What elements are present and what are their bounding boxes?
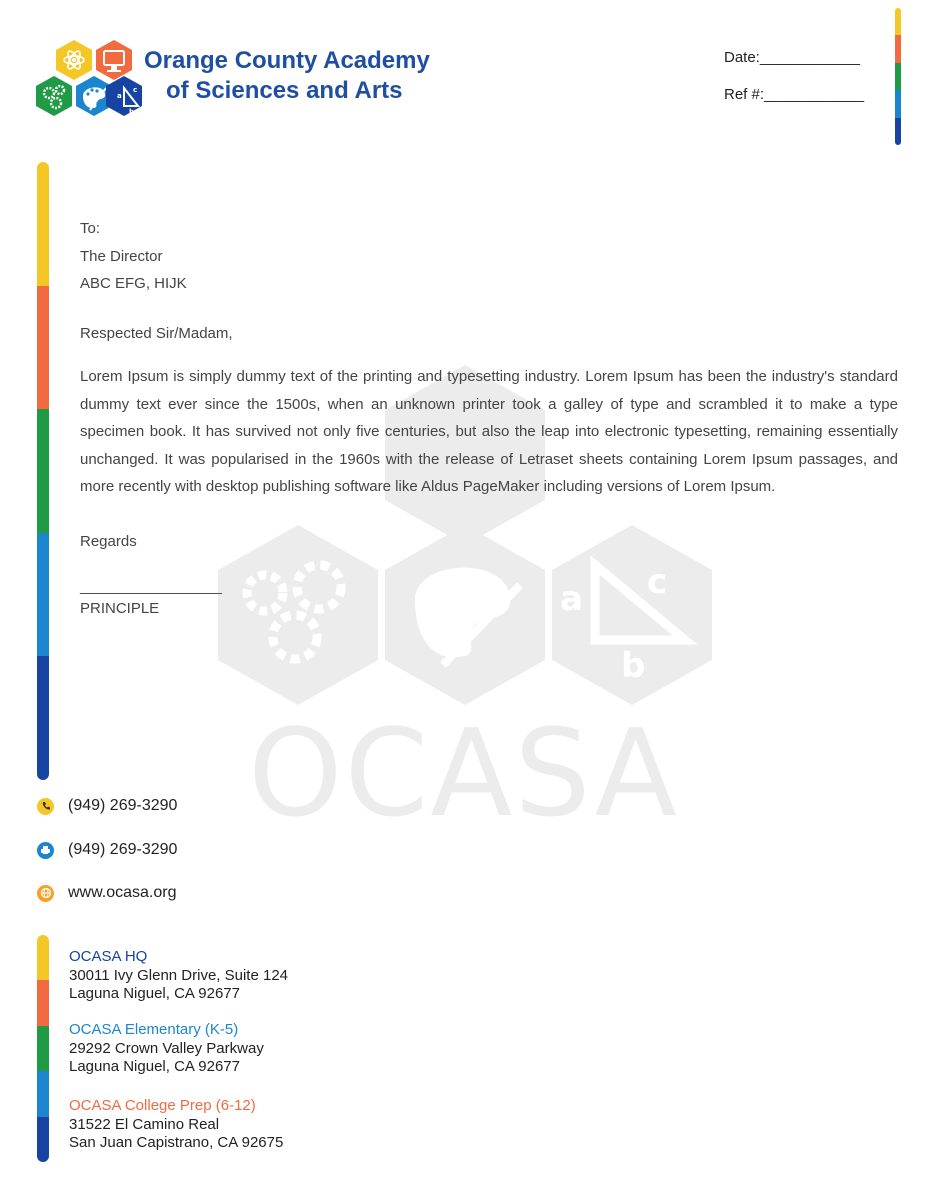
svg-text:a: a bbox=[560, 579, 583, 619]
left-color-bar bbox=[37, 162, 49, 780]
recipient-name: The Director bbox=[80, 247, 163, 265]
svg-text:b: b bbox=[621, 646, 646, 686]
closing: Regards bbox=[80, 532, 137, 550]
signature-line: _________________ bbox=[80, 578, 222, 595]
address-line2: San Juan Capistrano, CA 92675 bbox=[69, 1134, 284, 1151]
fax-icon bbox=[37, 842, 54, 859]
watermark-text: OCASA bbox=[248, 705, 679, 844]
signature-title: PRINCIPLE bbox=[80, 600, 160, 617]
svg-text:b: b bbox=[129, 108, 135, 116]
triangle-abc-icon bbox=[106, 76, 142, 116]
address-line1: 30011 Ivy Glenn Drive, Suite 124 bbox=[69, 966, 289, 984]
address-line1: 31522 El Camino Real bbox=[69, 1115, 220, 1133]
top-color-bar bbox=[895, 8, 901, 145]
phone-number[interactable]: (949) 269-3290 bbox=[68, 797, 178, 814]
address-color-bar bbox=[37, 935, 49, 1162]
phone-icon bbox=[37, 798, 54, 815]
address-title: OCASA Elementary (K-5) bbox=[69, 1021, 239, 1038]
address-line1: 29292 Crown Valley Parkway bbox=[69, 1039, 264, 1057]
monitor-icon bbox=[96, 40, 132, 80]
address-hq bbox=[69, 948, 288, 1004]
school-name bbox=[144, 46, 430, 106]
address-title: OCASA HQ bbox=[69, 948, 148, 965]
letter-body bbox=[80, 215, 898, 621]
date-field: Date:____________ bbox=[724, 49, 860, 66]
svg-text:a: a bbox=[117, 92, 122, 100]
salutation: Respected Sir/Madam, bbox=[80, 324, 233, 342]
body-paragraph: Lorem Ipsum is simply dummy text of the printing and typesetting industry. Lorem Ipsum has been the industry's standard dummy text ever since the 1500s, when an unknown printer took a galley of type and scrambled it to make a type specimen book. It has survived not only five centuries, but also the leap into electronic typesetting, remaining essentially unchanged. It was popularised in the 1960s with the release of Letraset sheets containing Lorem Ipsum passages, and more recently with desktop publishing software like Aldus PageMaker including versions of Lorem Ipsum. bbox=[80, 368, 898, 495]
website-link[interactable]: www.ocasa.org bbox=[68, 884, 177, 901]
contact-fax bbox=[37, 841, 177, 859]
address-title: OCASA College Prep (6-12) bbox=[69, 1097, 256, 1114]
recipient-org: ABC EFG, HIJK bbox=[80, 275, 187, 292]
address-line2: Laguna Niguel, CA 92677 bbox=[69, 985, 240, 1002]
fax-number[interactable]: (949) 269-3290 bbox=[68, 841, 178, 858]
ref-field: Ref #:____________ bbox=[724, 86, 865, 103]
school-name-line2: of Sciences and Arts bbox=[166, 77, 403, 104]
school-name-line1: Orange County Academy bbox=[144, 47, 430, 74]
globe-icon bbox=[37, 885, 54, 902]
svg-text:c: c bbox=[647, 562, 668, 602]
atom-icon bbox=[56, 40, 92, 80]
to-label: To: bbox=[80, 220, 101, 237]
address-line2: Laguna Niguel, CA 92677 bbox=[69, 1058, 240, 1075]
contact-website bbox=[37, 884, 177, 902]
address-elementary bbox=[69, 1021, 264, 1077]
school-logo bbox=[34, 38, 144, 120]
svg-text:c: c bbox=[133, 86, 138, 94]
gears-icon bbox=[36, 76, 72, 116]
contact-phone bbox=[37, 797, 177, 815]
address-college-prep bbox=[69, 1097, 283, 1153]
